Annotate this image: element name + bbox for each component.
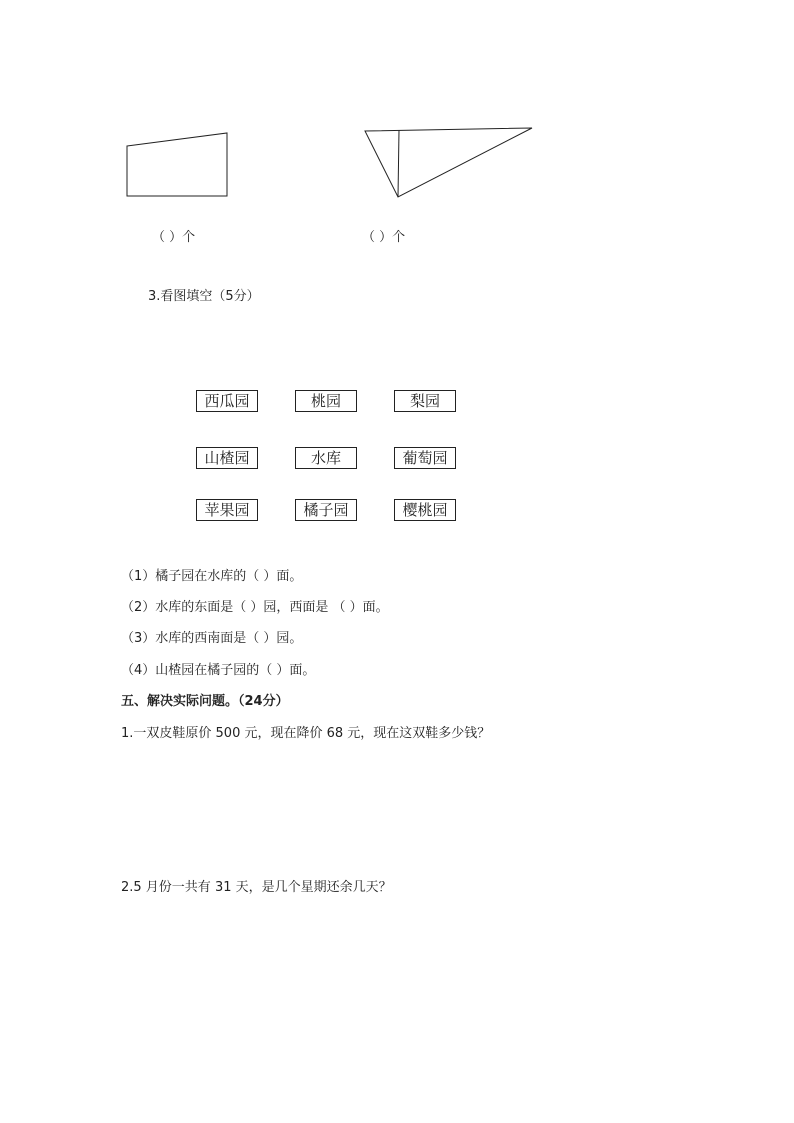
question-3: （3）水库的西南面是（ ）园。: [121, 631, 303, 646]
problem-1: 1.一双皮鞋原价 500 元，现在降价 68 元，现在这双鞋多少钱？: [121, 726, 491, 741]
right-shape-count: （ ）个: [362, 230, 406, 245]
grid-cell-cherry: 樱桃园: [394, 499, 456, 521]
question-1: （1）橘子园在水库的（ ）面。: [121, 569, 303, 584]
grid-cell-pear: 梨园: [394, 390, 456, 412]
triangle-shape: [365, 128, 532, 197]
problem-2: 2.5 月份一共有 31 天，是几个星期还余几天？: [121, 880, 392, 895]
question-4: （4）山楂园在橘子园的（ ）面。: [121, 663, 316, 678]
section3-title: 3.看图填空（5分）: [148, 289, 260, 304]
section5-title: 五、解决实际问题。（24分）: [121, 694, 289, 709]
triangle-inner-line: [398, 130, 399, 197]
grid-cell-peach: 桃园: [295, 390, 357, 412]
left-shape-count: （ ）个: [152, 230, 196, 245]
grid-cell-watermelon: 西瓜园: [196, 390, 258, 412]
grid-cell-reservoir: 水库: [295, 447, 357, 469]
grid-cell-apple: 苹果园: [196, 499, 258, 521]
grid-cell-grape: 葡萄园: [394, 447, 456, 469]
grid-cell-hawthorn: 山楂园: [196, 447, 258, 469]
grid-cell-orange: 橘子园: [295, 499, 357, 521]
question-2: （2）水库的东面是（ ）园，西面是 （ ）面。: [121, 600, 389, 615]
quadrilateral-shape: [127, 133, 227, 196]
